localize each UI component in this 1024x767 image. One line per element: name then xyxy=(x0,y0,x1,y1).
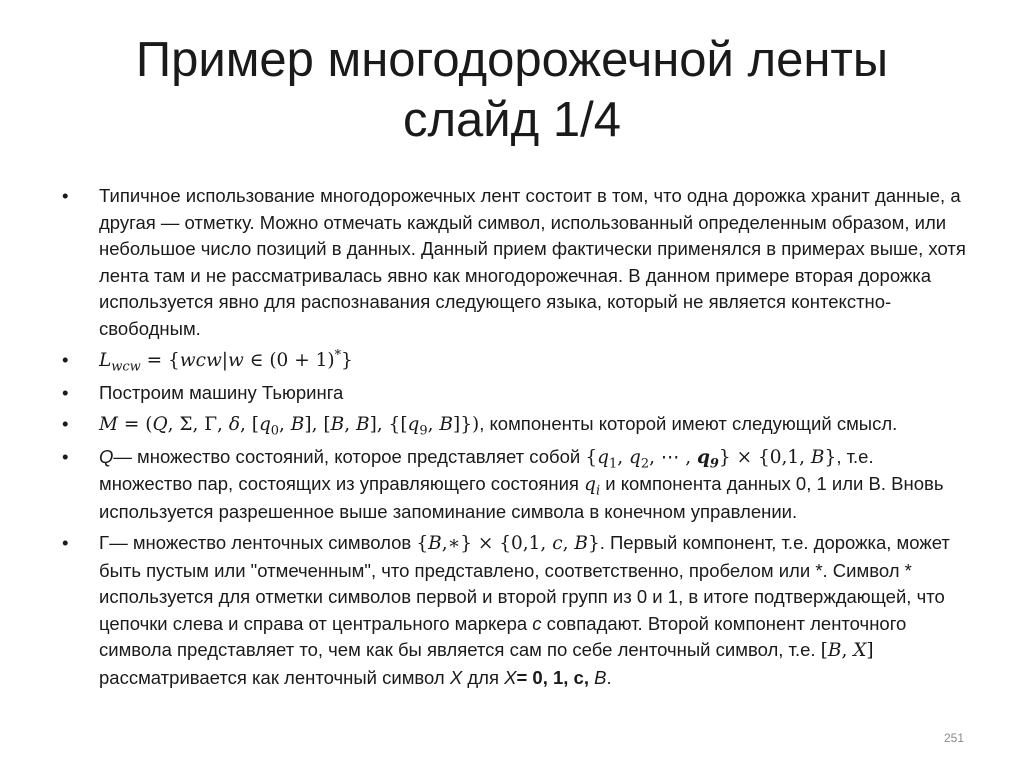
formula-q2: q xyxy=(628,446,641,468)
formula-B: B xyxy=(574,533,588,554)
bullet6-text: для xyxy=(462,666,505,688)
formula-part: ,∗} × {0,1, xyxy=(441,533,553,554)
symbol-values: 0, 1, с, xyxy=(532,666,589,688)
formula-sub: 2 xyxy=(640,456,650,472)
formula-B: B xyxy=(439,414,453,435)
formula-part: , xyxy=(279,414,291,435)
formula-sub: 9 xyxy=(709,456,719,472)
bullet6-text: рассматривается как ленточный символ xyxy=(99,666,450,688)
bullet-item-4 xyxy=(62,411,967,439)
bullet-marker: • xyxy=(62,185,69,206)
formula-part: ], [ xyxy=(304,414,331,435)
formula-sub: 1 xyxy=(608,456,618,472)
bullet1-text: Типичное использование многодорожечных лент состоит в том, что одна дорожка хранит данные, а другая — отметку. Можно отмечать каждый символ, использованный определенным образом, или небольшое число позиций в данных. Данный прием фактически применялся в примерах выше, хотя лента там и не рассматривалась явно как многодорожечная. В данном примере вторая дорожка используется явно для распознавания следующего языка, который не является контекстно-свободным. xyxy=(99,185,966,339)
formula-B: B xyxy=(330,414,345,435)
bullet4-text: , компоненты которой имеют следующий смысл. xyxy=(479,413,898,434)
bullet-item-1 xyxy=(62,183,967,342)
bullet-item-3 xyxy=(62,380,967,407)
formula-sub: i xyxy=(595,483,601,499)
symbol-X: X xyxy=(449,666,463,688)
formula-part: , xyxy=(617,446,629,468)
formula-part: { xyxy=(585,446,598,468)
formula-wcw: wcw xyxy=(179,350,222,371)
formula-part: ] xyxy=(866,640,874,661)
machine-formula xyxy=(99,413,480,439)
formula-part: , xyxy=(427,414,440,435)
page-number: 251 xyxy=(943,731,964,745)
bullet6-dot: . xyxy=(606,666,612,688)
formula-qi: q xyxy=(584,474,596,495)
symbol-eq: = xyxy=(516,666,533,688)
symbol-X: X xyxy=(504,666,517,688)
formula-part: , Σ, Γ, xyxy=(167,414,229,435)
formula-part: × {0,1, xyxy=(730,446,811,468)
bullet-marker: • xyxy=(62,445,69,467)
formula-q9: q xyxy=(407,414,420,435)
formula-q1: q xyxy=(597,446,609,468)
formula-q9-sub: 9 xyxy=(419,423,428,439)
formula-q0-sub: 0 xyxy=(270,423,280,439)
formula-part: , xyxy=(344,414,356,435)
slide-title-line1: Пример многодорожечной ленты xyxy=(135,33,889,87)
slide-title-line2: слайд 1/4 xyxy=(402,93,622,147)
formula-B: B xyxy=(290,414,305,435)
Q-label: Q xyxy=(99,445,114,467)
formula-part: ], {[ xyxy=(369,414,408,435)
formula-B: B xyxy=(355,414,370,435)
slide-body xyxy=(62,183,967,696)
formula-w: w xyxy=(228,350,244,371)
formula-q0: q xyxy=(258,414,271,435)
formula-delta: δ xyxy=(228,414,240,435)
bullet-marker: • xyxy=(62,413,69,434)
bullet6-text: . Первый компонент, т.е. дорожка, может быть пустым или "отмеченным", что представлено, соответственно, пробелом или *. Символ * используется для отметки символов первой и второй групп из 0 и 1, в итоге подтверждающей, что цепочки слева и справа от центрального маркера xyxy=(99,532,950,634)
formula-q9: q xyxy=(696,446,710,468)
formula-part: = ( xyxy=(117,414,153,435)
formula-B: B xyxy=(428,533,442,554)
bullet6-text: Γ— множество ленточных символов xyxy=(99,532,417,553)
marker-c: c xyxy=(532,612,542,634)
formula-c: c xyxy=(552,533,563,554)
bullet-marker: • xyxy=(62,349,69,370)
formula-B: B xyxy=(827,640,842,661)
formula-part: { xyxy=(416,533,429,554)
bullet6-text: совпадают. Второй компонент ленточного символа представляет то, чем как бы является сам по себе ленточный символ, т.е. xyxy=(99,612,907,660)
formula-L-sub: wcw xyxy=(111,359,141,375)
bullet-list xyxy=(62,183,967,691)
formula-X: X xyxy=(853,640,867,661)
formula-part: ]}) xyxy=(453,414,480,435)
formula-M: M xyxy=(99,414,118,435)
formula-part: , [ xyxy=(239,414,259,435)
slide-title xyxy=(60,30,964,150)
formula-eq: = { xyxy=(140,350,180,371)
formula-part: } xyxy=(587,533,600,554)
symbol-B: B xyxy=(594,666,607,688)
bullet3-text: Построим машину Тьюринга xyxy=(99,381,344,403)
bullet-marker: • xyxy=(62,381,69,403)
formula-part: , xyxy=(841,640,854,661)
bullet-item-5 xyxy=(62,444,967,526)
formula-close: } xyxy=(341,350,353,371)
formula-part: } xyxy=(718,446,731,468)
bullet5-text: — множество состояний, которое представляет собой xyxy=(113,445,586,467)
formula-part: } xyxy=(824,446,837,468)
bullet-item-6 xyxy=(62,530,967,691)
formula-in: ∈ (0 + 1) xyxy=(243,350,335,371)
bullet5-text: , т.е. множество пар, состоящих из управляющего состояния xyxy=(99,445,874,494)
formula-bar: | xyxy=(221,350,229,371)
formula-part: , ⋯ , xyxy=(649,446,697,468)
formula-B: B xyxy=(810,446,825,468)
formula-L: L xyxy=(99,350,112,371)
formula-star: * xyxy=(334,347,342,363)
bullet-marker: • xyxy=(62,532,69,553)
formula-part: , xyxy=(562,533,575,554)
language-formula xyxy=(99,347,353,375)
bullet-item-2 xyxy=(62,347,967,375)
formula-part: [ xyxy=(820,640,828,661)
bullet5-text: и компонента данных 0, 1 или B. Вновь используется разрешенное выше запоминание символа в конечном управлении. xyxy=(99,473,944,522)
formula-Q: Q xyxy=(152,414,168,435)
